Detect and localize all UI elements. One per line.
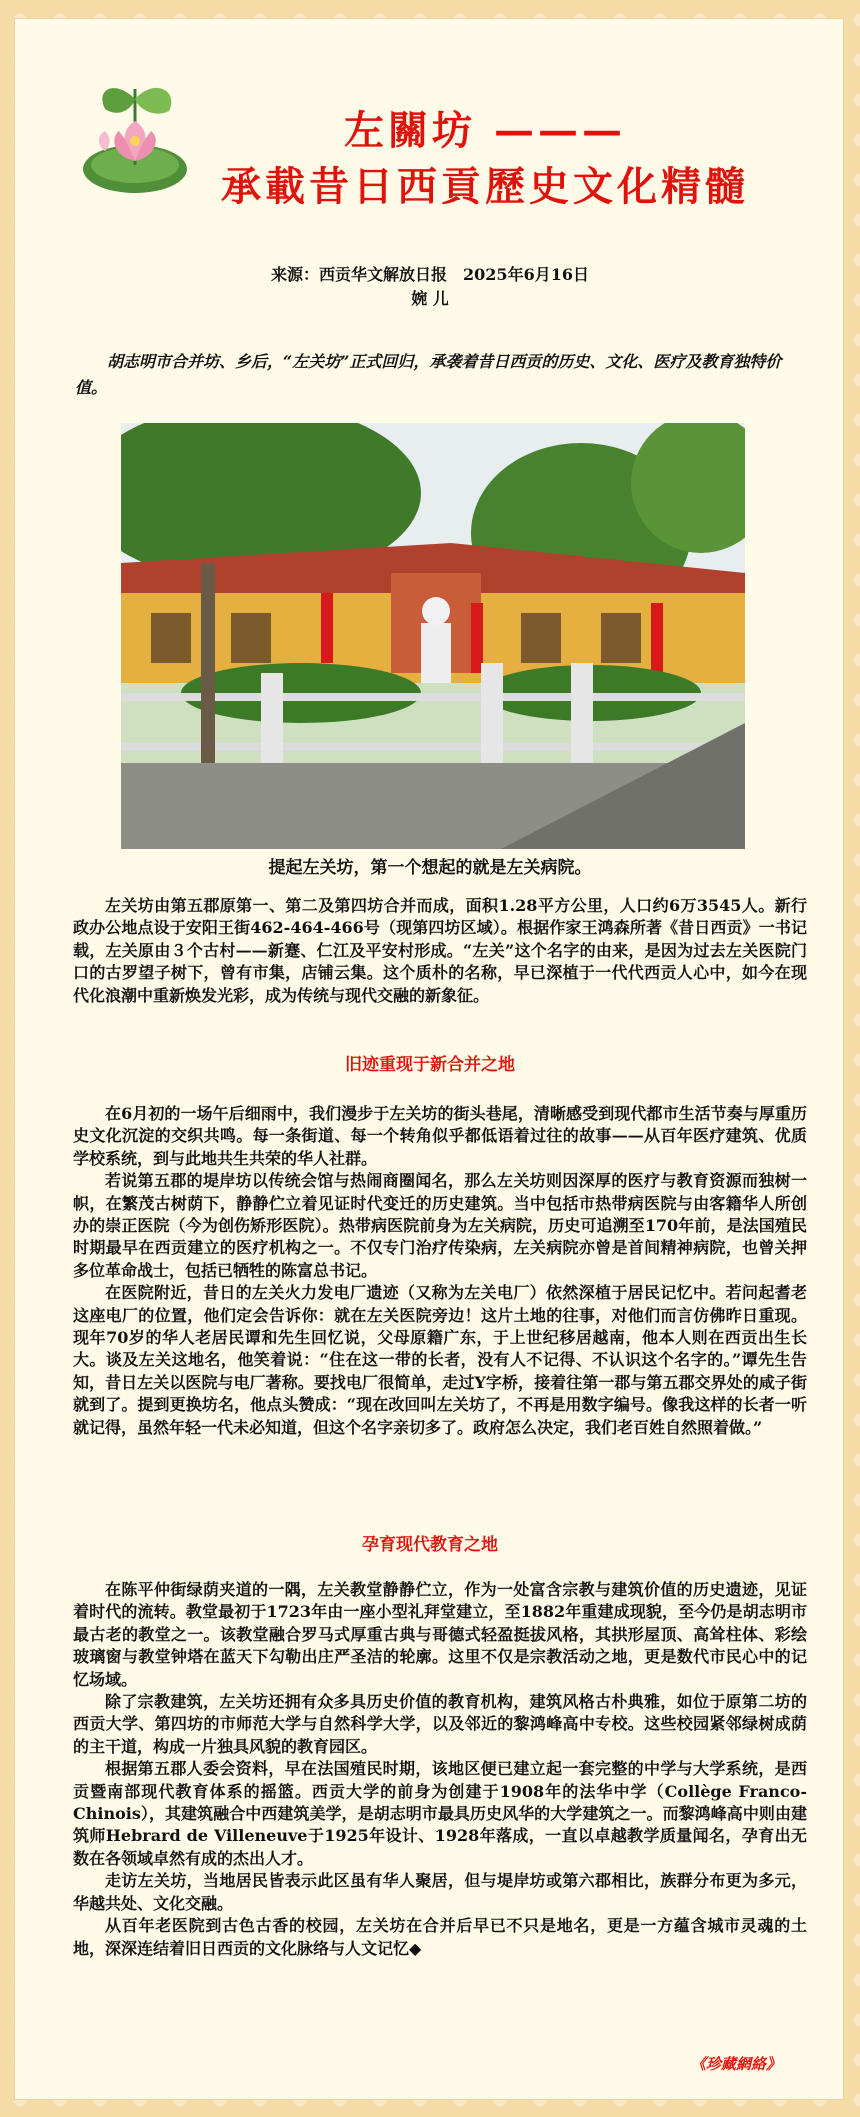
source-line: 来源：西贡华文解放日报 2025年6月16日: [271, 265, 589, 284]
intro-text: [73, 895, 807, 1007]
section2-heading: 孕育现代教育之地: [362, 1535, 498, 1555]
section2-paragraph: 走访左关坊，当地居民皆表示此区虽有华人聚居，但与堤岸坊或第六郡相比，族群分布更为多元，华越共处、文化交融。: [73, 1871, 807, 1913]
intro-paragraph: 左关坊由第五郡原第一、第二及第四坊合并而成，面积1.28平方公里，人口约6万3545人。新行政办公地点设于安阳王街462-464-466号（现第四坊区域）。根据作家王鸿森所著《昔日西贡》一书记载，左关原由３个古村——新蹇、仁江及平安村形成。“左关”这个名字的由来，是因为过去左关医院门口的古罗望子树下，曾有市集，店铺云集。这个质朴的名称，早已深植于一代代西贡人心中，如今在现代化浪潮中重新焕发光彩，成为传统与现代交融的新象征。: [73, 896, 807, 1005]
hospital-photo: [121, 423, 745, 849]
footer-credit: 《珍藏網絡》: [690, 2055, 781, 2073]
section1-paragraph: 在医院附近，昔日的左关火力发电厂遗迹（又称为左关电厂）依然深植于居民记忆中。若问起耆老这座电厂的位置，他们定会告诉你：就在左关医院旁边！这片土地的往事，对他们而言仿佛昨日重现。现年70岁的华人老居民谭和先生回忆说，父母原籍广东，于上世纪移居越南，他本人则在西贡出生长大。谈及左关这地名，他笑着说：“住在这一带的长者，没有人不记得、不认识这个名字的。”谭先生告知，昔日左关以医院与电厂著称。要找电厂很简单，走过Y字桥，接着往第一郡与第五郡交界处的咸子街就到了。提到更换坊名，他点头赞成：“现在改回叫左关坊了，不再是用数字编号。像我这样的长者一听就记得，虽然年轻一代未必知道，但这个名字亲切多了。政府怎么决定，我们老百姓自然照着做。”: [73, 1283, 807, 1437]
photo-caption: 提起左关坊，第一个想起的就是左关病院。: [268, 858, 592, 878]
section2-paragraph: 在陈平仲街绿荫夹道的一隅，左关教堂静静伫立，作为一处富含宗教与建筑价值的历史遗迹，见证着时代的流转。教堂最初于1723年由一座小型礼拜堂建立，至1882年重建成现貌，至今仍是胡志明市最古老的教堂之一。该教堂融合罗马式厚重古典与哥德式轻盈挺拔风格，其拱形屋顶、高耸柱体、彩绘玻璃窗与教堂钟塔在蓝天下勾勒出庄严圣洁的轮廓。这里不仅是宗教活动之地，更是数代市民心中的记忆场域。: [73, 1580, 807, 1689]
section2-paragraph: 根据第五郡人委会资料，早在法国殖民时期，该地区便已建立起一套完整的中学与大学系统，是西贡暨南部现代教育体系的摇篮。西贡大学的前身为创建于1908年的法华中学（Collège Franco-Chinois），其建筑融合中西建筑美学，是胡志明市最具历史风华的大学建筑之一。而黎鸿峰高中则由建筑师Hebrard de Villeneuve于1925年设计、1928年落成，一直以卓越教学质量闻名，孕育出无数在各领域卓然有成的杰出人才。: [73, 1759, 807, 1868]
section2-paragraph: 除了宗教建筑，左关坊还拥有众多具历史价值的教育机构，建筑风格古朴典雅，如位于原第二坊的西贡大学、第四坊的市师范大学与自然科学大学，以及邻近的黎鸿峰高中专校。这些校园紧邻绿树成荫的主干道，构成一片独具风貌的教育园区。: [73, 1692, 807, 1756]
author-line: 婉 儿: [411, 289, 449, 308]
title-line-1: 左關坊 ———: [344, 107, 626, 154]
article-source: [15, 263, 845, 311]
title-line-2: 承載昔日西貢歷史文化精髓: [221, 163, 749, 210]
section2-text: [73, 1579, 807, 1960]
section1-paragraph: 若说第五郡的堤岸坊以传统会馆与热闹商圈闻名，那么左关坊则因深厚的医疗与教育资源而独树一帜，在繁茂古树荫下，静静伫立着见证时代变迁的历史建筑。当中包括市热带病医院与由客籍华人所创办的崇正医院（今为创伤矫形医院）。热带病医院前身为左关病院，历史可追溯至170年前，是法国殖民时期最早在西贡建立的医疗机构之一。不仅专门治疗传染病，左关病院亦曾是首间精神病院，也曾关押多位革命战士，包括已牺牲的陈富总书记。: [73, 1171, 807, 1280]
section1-paragraph: 在6月初的一场午后细雨中，我们漫步于左关坊的街头巷尾，清晰感受到现代都市生活节奏与厚重历史文化沉淀的交织共鸣。每一条街道、每一个转角似乎都低语着过往的故事——从百年医疗建筑、优质学校系统，到与此地共生共荣的华人社群。: [73, 1104, 807, 1168]
article-paper: [14, 18, 844, 2100]
lotus-logo-icon: [75, 69, 195, 209]
section2-paragraph: 从百年老医院到古色古香的校园，左关坊在合并后早已不只是地名，更是一方蕴含城市灵魂的土地，深深连结着旧日西贡的文化脉络与人文记忆◆: [73, 1916, 807, 1958]
lead-paragraph: 胡志明市合并坊、乡后，“左关坊”正式回归，承袭着昔日西贡的历史、文化、医疗及教育独特价值。: [75, 352, 782, 397]
section1-heading: 旧迹重现于新合并之地: [345, 1055, 515, 1075]
section1-text: [73, 1103, 807, 1439]
article-title: [185, 103, 785, 215]
